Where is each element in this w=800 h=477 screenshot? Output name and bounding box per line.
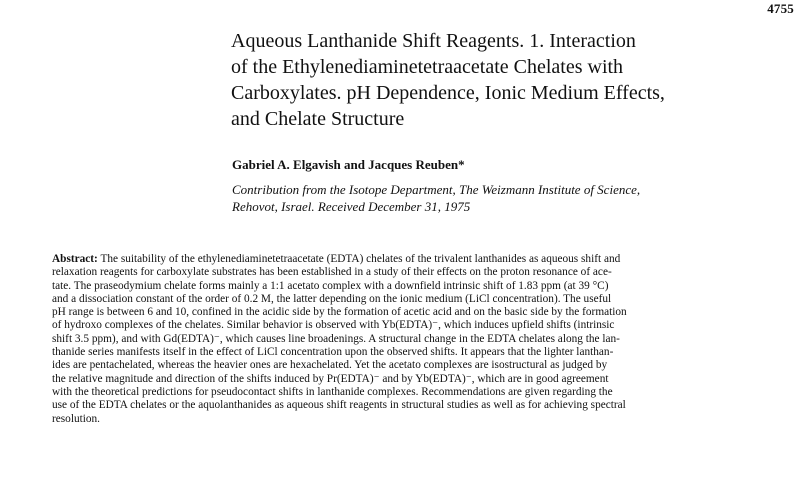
abstract-line: the relative magnitude and direction of the shifts induced by Pr(EDTA)⁻ and by Yb(EDTA)⁻, which are in good agreement [52,372,609,385]
abstract-line [52,253,772,266]
page-number: 4755 [767,1,794,16]
title-line: Carboxylates. pH Dependence, Ionic Medium Effects, [231,82,665,104]
title-line: of the Ethylenediaminetetraacetate Chelates with [231,56,624,78]
abstract [52,253,772,426]
abstract-line: tate. The praseodymium chelate forms mainly a 1:1 acetato complex with a downfield intrinsic shift of 1.83 ppm (at 39 °C) [52,279,609,292]
abstract-first-line-text: The suitability of the ethylenediaminetetraacetate (EDTA) chelates of the trivalent lanthanides as aqueous shift and [100,253,621,265]
title-line: Aqueous Lanthanide Shift Reagents. 1. Interaction [231,30,636,52]
abstract-line: relaxation reagents for carboxylate substrates has been established in a study of their effects on the proton resonance of ace- [52,266,612,279]
abstract-line: ides are pentachelated, whereas the heavier ones are hexachelated. Yet the acetato complexes are isostructural as judged by [52,359,608,372]
affiliation [232,181,772,215]
abstract-line: and a dissociation constant of the order of 0.2 M, the latter depending on the ionic medium (LiCl concentration). The useful [52,292,612,305]
abstract-line: pH range is between 6 and 10, confined in the acidic side by the formation of acetic acid and on the basic side by the formation [52,306,627,319]
abstract-line: use of the EDTA chelates or the aquolanthanides as aqueous shift reagents in structural studies as well as for achieving spectral [52,399,626,412]
affiliation-line: Contribution from the Isotope Department, The Weizmann Institute of Science, [232,182,641,197]
abstract-line: of hydroxo complexes of the chelates. Similar behavior is observed with Yb(EDTA)⁻, which induces upfield shifts (intrinsic [52,319,615,332]
author-list: Gabriel A. Elgavish and Jacques Reuben* [232,157,465,172]
abstract-label: Abstract: [52,253,98,265]
abstract-line: resolution. [52,412,101,425]
affiliation-line: Rehovot, Israel. Received December 31, 1975 [232,199,471,214]
abstract-line: shift 3.5 ppm), and with Gd(EDTA)⁻, which causes line broadenings. A structural change in the EDTA chelates along the lan- [52,332,620,345]
article-title [231,28,771,132]
title-line: and Chelate Structure [231,108,405,130]
abstract-line: thanide series manifests itself in the effect of LiCl concentration upon the observed shifts. It appears that the lighter lanthan- [52,346,614,359]
abstract-line: with the theoretical predictions for pseudocontact shifts in lanthanide complexes. Recommendations are given regarding the [52,385,613,398]
